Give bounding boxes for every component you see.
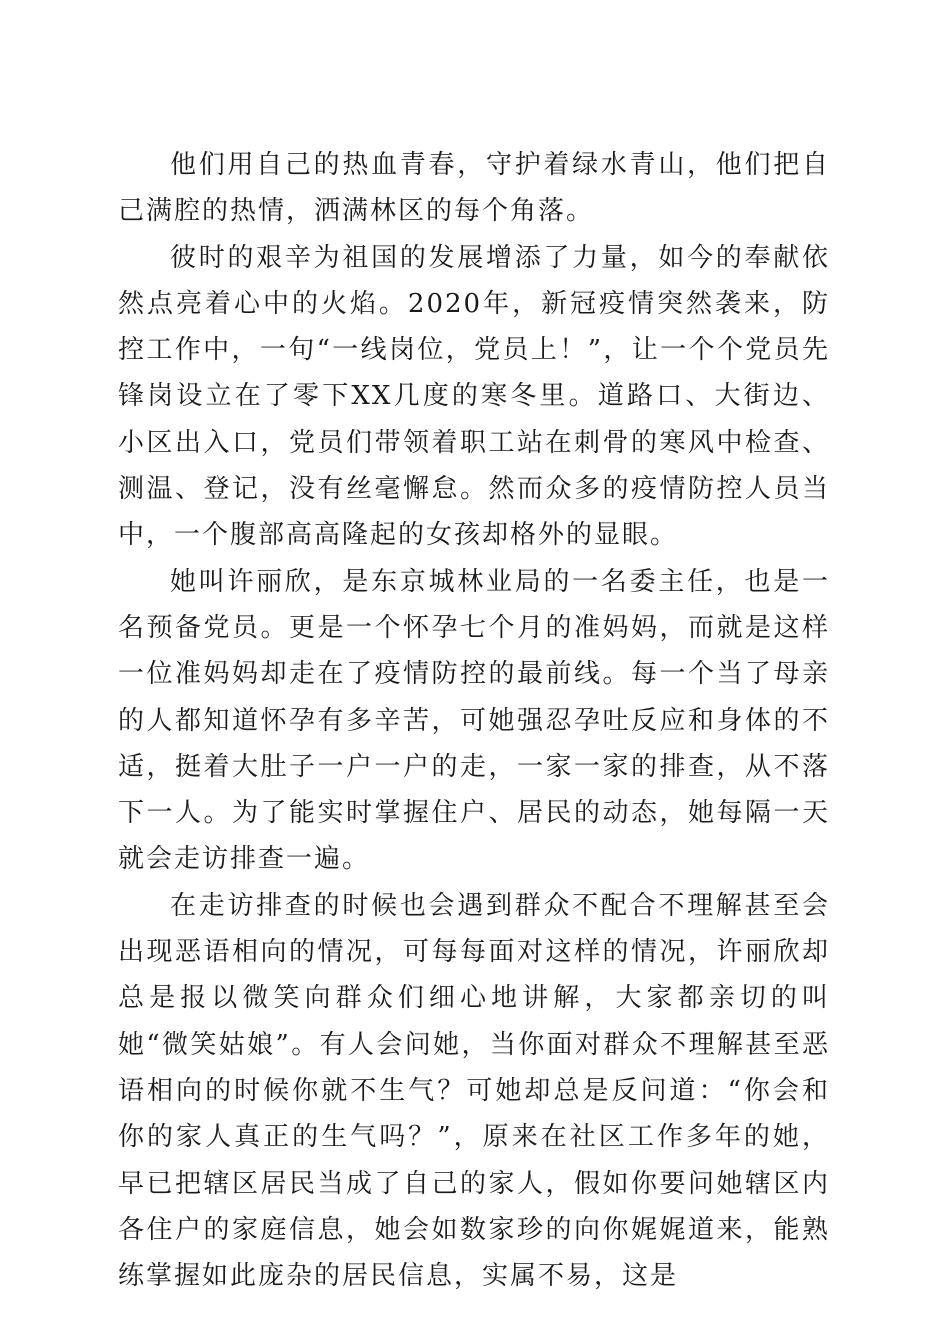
document-body [118, 142, 830, 1299]
paragraph-1: 他们用自己的热血青春，守护着绿水青山，他们把自己满腔的热情，洒满林区的每个角落。 [118, 150, 830, 227]
paragraph-4: 在走访排查的时候也会遇到群众不配合不理解甚至会出现恶语相向的情况，可每每面对这样的情况，许丽欣却总是报以微笑向群众们细心地讲解，大家都亲切的叫她“微笑姑娘”。有人会问她，当你面对群众不理解甚至恶语相向的时候你就不生气？可她却总是反问道：“你会和你的家人真正的生气吗？”，原来在社区工作多年的她，早已把辖区居民当成了自己的家人，假如你要问她辖区内各住户的家庭信息，她会如数家珍的向你娓娓道来，能熟练掌握如此庞杂的居民信息，实属不易，这是 [118, 890, 830, 1292]
paragraph-3: 她叫许丽欣，是东京城林业局的一名委主任，也是一名预备党员。更是一个怀孕七个月的准妈妈，而就是这样一位准妈妈却走在了疫情防控的最前线。每一个当了母亲的人都知道怀孕有多辛苦，可她强忍孕吐反应和身体的不适，挺着大肚子一户一户的走，一家一家的排查，从不落下一人。为了能实时掌握住户、居民的动态，她每隔一天就会走访排查一遍。 [118, 566, 830, 875]
paragraph-2: 彼时的艰辛为祖国的发展增添了力量，如今的奉献依然点亮着心中的火焰。2020年，新冠疫情突然袭来，防控工作中，一句“一线岗位，党员上！”，让一个个党员先锋岗设立在了零下XX几度的寒冬里。道路口、大街边、小区出入口，党员们带领着职工站在刺骨的寒风中检查、测温、登记，没有丝毫懈怠。然而众多的疫情防控人员当中，一个腹部高高隆起的女孩却格外的显眼。 [118, 242, 830, 551]
